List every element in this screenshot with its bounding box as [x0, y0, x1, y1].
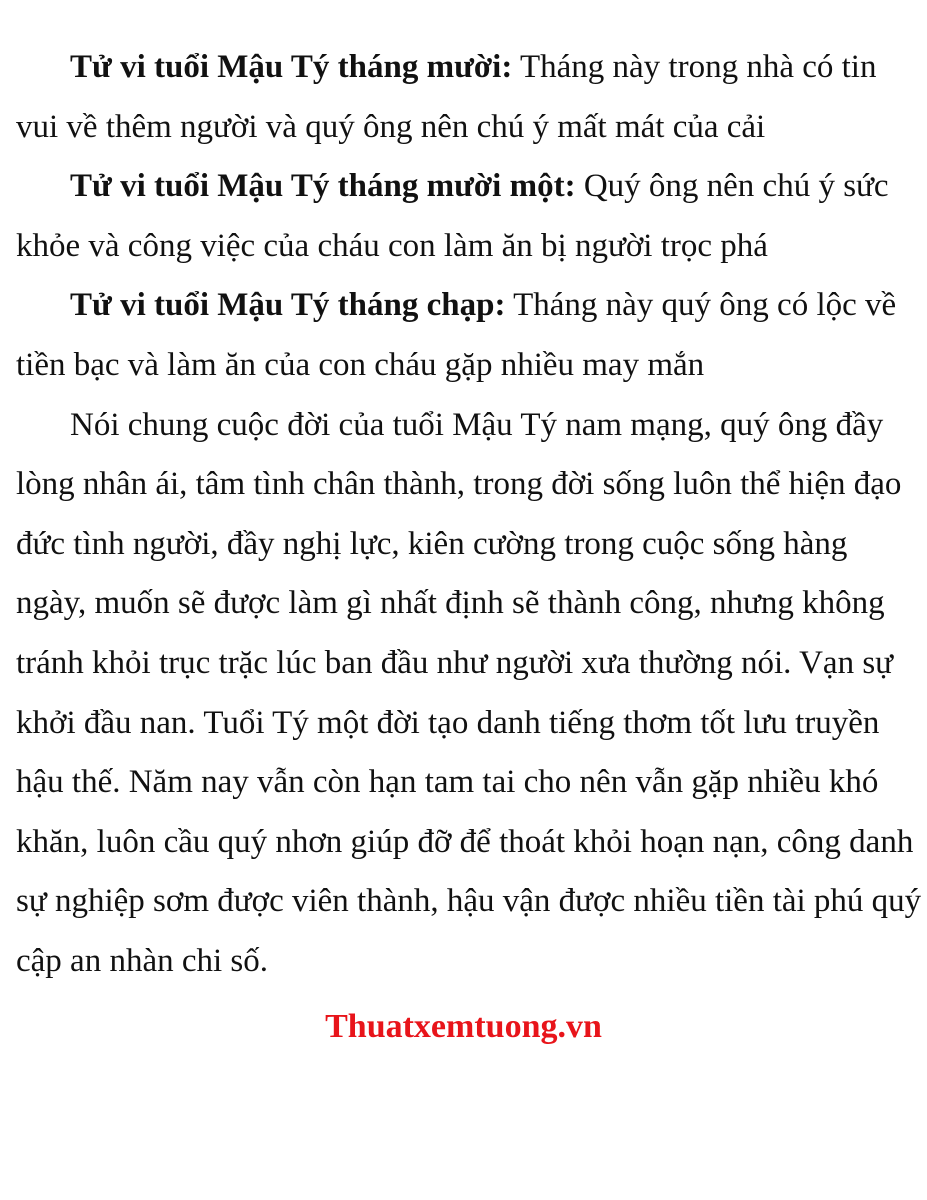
paragraph-summary — [16, 396, 922, 992]
paragraph-month-10 — [16, 38, 922, 157]
paragraph-text: Quý ông nên chú ý sức khỏe và công việc của cháu con làm ăn bị người trọc phá — [16, 168, 889, 264]
paragraph-label: Tử vi tuổi Mậu Tý tháng mười một: — [70, 168, 576, 205]
paragraph-text: Nói chung cuộc đời của tuổi Mậu Tý nam mạng, quý ông đầy lòng nhân ái, tâm tình chân thành, trong đời sống luôn thể hiện đạo đức tình người, đầy nghị lực, kiên cường trong cuộc sống hàng ngày, muốn sẽ được làm gì nhất định sẽ thành công, nhưng không tránh khỏi trục trặc lúc ban đầu như người xưa thường nói. Vạn sự khởi đầu nan. Tuổi Tý một đời tạo danh tiếng thơm tốt lưu truyền hậu thế. Năm nay vẫn còn hạn tam tai cho nên vẫn gặp nhiều khó khăn, luôn cầu quý nhơn giúp đỡ để thoát khỏi hoạn nạn, công danh sự nghiệp sơm được viên thành, hậu vận được nhiều tiền tài phú quý cập an nhàn chi số. — [16, 406, 922, 979]
paragraph-text: Tháng này quý ông có lộc về tiền bạc và làm ăn của con cháu gặp nhiều may mắn — [16, 287, 897, 383]
paragraph-month-11 — [16, 157, 922, 276]
paragraph-month-12 — [16, 276, 922, 395]
paragraph-label: Tử vi tuổi Mậu Tý tháng chạp: — [70, 287, 506, 324]
site-watermark: Thuatxemtuong.vn — [325, 1008, 602, 1045]
paragraph-label: Tử vi tuổi Mậu Tý tháng mười: — [70, 49, 513, 85]
paragraph-text: Tháng này trong nhà có tin vui về thêm người và quý ông nên chú ý mất mát của cải — [16, 49, 877, 145]
document-body — [16, 38, 922, 992]
